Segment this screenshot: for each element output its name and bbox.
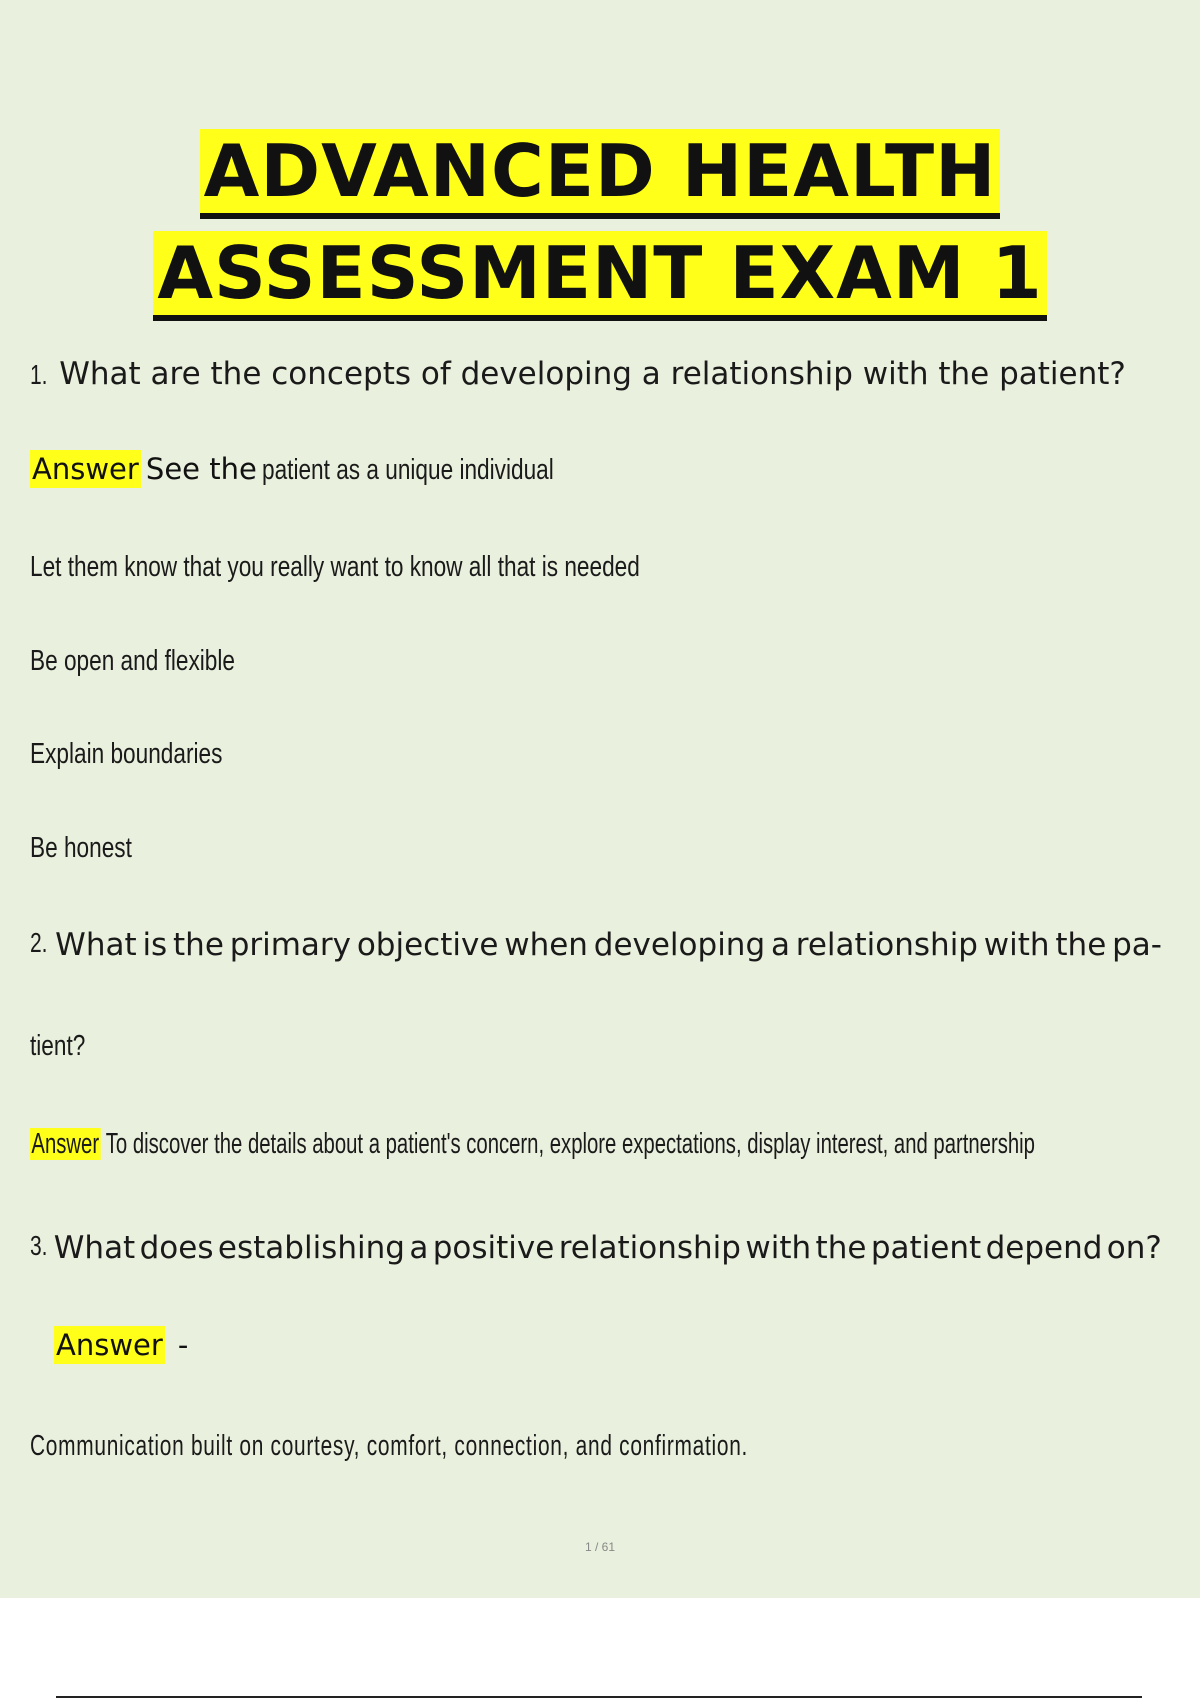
answer-text: To discover the details about a patient's concern, explore expectations, display interest, and partnership [105,1128,1035,1160]
answer-text: Communication built on courtesy, comfort, connection, and confirmation. [30,1430,749,1462]
question-3 [30,1230,1162,1266]
question-word: pa- [1112,927,1162,963]
question-word: positive [432,1230,555,1266]
question-word: when [504,927,588,963]
question-number: 3. [30,1230,48,1261]
question-number: 1. [30,359,48,390]
question-word: on? [1106,1230,1162,1266]
answer-3-label-line [54,1328,188,1362]
question-text: What are the concepts of developing a relationship with the patient? [59,356,1126,392]
question-word: relationship [795,927,978,963]
answer-3 [30,1430,1027,1463]
answer-1-line-1 [30,452,636,487]
question-word: developing [593,927,766,963]
question-2-continuation: tient? [30,1030,86,1062]
title-line-1: ADVANCED HEALTH [0,128,1200,214]
page-indicator: 1 / 61 [584,1540,616,1554]
title-line-2: ASSESSMENT EXAM 1 [0,230,1200,316]
answer-2 [30,1128,1200,1161]
answer-1-line-3: Be open and flexible [30,645,235,677]
answer-1-line-4: Explain boundaries [30,738,223,770]
question-word: relationship [558,1230,741,1266]
question-word: with [983,927,1050,963]
answer-label: Answer [32,452,139,486]
question-number: 2. [30,927,48,958]
question-word: primary [229,927,352,963]
question-word: a [770,927,790,963]
question-word: is [142,927,168,963]
question-1 [30,356,1126,392]
question-word: the [815,1230,867,1266]
question-word: depend [985,1230,1103,1266]
question-word: the [1055,927,1107,963]
answer-1-line-5: Be honest [30,832,132,864]
question-word: What [55,927,137,963]
question-word: the [173,927,224,963]
question-word: patient [870,1230,982,1266]
answer-text: patient as a unique individual [261,454,554,486]
bottom-rule [56,1696,1142,1698]
question-word: objective [356,927,499,963]
question-word: with [745,1230,812,1266]
answer-label: Answer [56,1328,163,1362]
answer-label: Answer [31,1128,100,1160]
answer-dash: - [177,1328,189,1362]
question-word: What [53,1230,136,1266]
answer-1-line-2: Let them know that you really want to know all that is needed [30,551,640,583]
question-word: a [409,1230,429,1266]
question-word: does [139,1230,214,1266]
answer-text: See the [145,452,257,486]
question-2 [30,927,1162,963]
answer-text-wrap [30,1128,1035,1161]
question-word: establishing [217,1230,405,1266]
